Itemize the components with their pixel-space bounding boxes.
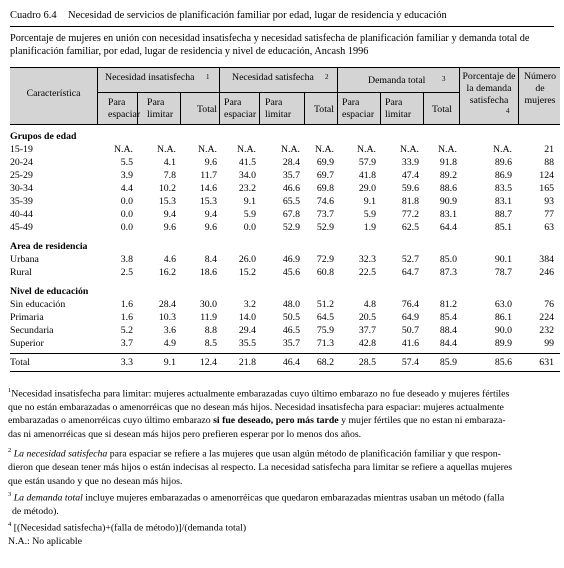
table-cell: 99: [544, 338, 554, 349]
table-cell: 85.6: [494, 357, 512, 368]
table-cell: N.A.: [492, 144, 512, 155]
header-divider: [180, 92, 181, 125]
section-heading: Area de residencia: [10, 241, 88, 252]
table-cell: 11.7: [200, 170, 217, 181]
table-cell: 3.9: [120, 170, 133, 181]
table-cell: 67.8: [282, 209, 300, 220]
header-met: Necesidad satisfecha: [232, 72, 314, 83]
header-met-note: 2: [325, 73, 329, 81]
footnote-3-line: de método).: [12, 505, 59, 517]
table-cell: 26.0: [238, 254, 256, 265]
table-cell: 85.9: [439, 357, 457, 368]
table-cell: 384: [539, 254, 554, 265]
footnote-1-line: que no están embarazadas o amenorréicas que no desean más hijos. Necesidad insatisfecha para espaciar: mujeres actualmente: [8, 401, 504, 413]
table-cell: 48.0: [282, 299, 300, 310]
table-cell: 0.0: [120, 209, 133, 220]
table-cell: 46.6: [282, 183, 300, 194]
table-row: [10, 182, 560, 195]
header-limiting: Para limitar: [385, 97, 412, 120]
footnote-1-line: das ni amenorréicas que si desean más hijos pero prefieren esperar por lo menos dos años.: [8, 428, 362, 440]
table-cell: 1.6: [120, 312, 133, 323]
header-pct-satisfied: Porcentaje de la demanda satisfecha: [462, 71, 516, 106]
header-total: Total: [432, 104, 452, 115]
table-cell: 23.2: [238, 183, 256, 194]
row-label: Rural: [10, 267, 32, 278]
table-cell: 5.9: [243, 209, 256, 220]
table-cell: 81.8: [401, 196, 419, 207]
table-title: [10, 10, 447, 21]
table-cell: 9.1: [163, 357, 176, 368]
table-cell: 41.6: [401, 338, 419, 349]
table-cell: 46.9: [282, 254, 300, 265]
header-divider: [380, 92, 381, 125]
table-cell: 74.6: [316, 196, 334, 207]
table-cell: 85.4: [439, 312, 457, 323]
table-cell: 3.3: [120, 357, 133, 368]
table-cell: 51.2: [316, 299, 334, 310]
table-cell: 18.6: [199, 267, 217, 278]
table-cell: 14.0: [238, 312, 256, 323]
table-cell: 22.5: [358, 267, 376, 278]
table-cell: 88: [544, 157, 554, 168]
table-cell: 81.2: [439, 299, 457, 310]
row-label: 35-39: [10, 196, 33, 207]
table-cell: 46.5: [282, 325, 300, 336]
table-cell: 9.1: [363, 196, 376, 207]
header-num-women: Número de mujeres: [523, 71, 557, 106]
table-row: [10, 143, 560, 156]
table-cell: 21: [544, 144, 554, 155]
table-row: [10, 156, 560, 169]
table-cell: 35.7: [282, 338, 300, 349]
header-total: Total: [314, 104, 334, 115]
table-cell: 76: [544, 299, 554, 310]
table-cell: 232: [539, 325, 554, 336]
section-row: [10, 285, 560, 298]
table-row: [10, 208, 560, 221]
header-limiting: Para limitar: [147, 97, 174, 120]
table-cell: 33.9: [401, 157, 419, 168]
table-cell: 4.6: [163, 254, 176, 265]
header-divider: [423, 92, 424, 125]
table-row: [10, 253, 560, 266]
table-cell: 69.7: [316, 170, 334, 181]
table-row: [10, 324, 560, 337]
table-cell: 21.8: [238, 357, 256, 368]
table-intro: Porcentaje de mujeres en unión con necesidad insatisfecha y necesidad satisfecha de planificación familiar y demanda total de planificación familiar, por edad, lugar de residencia y nivel de educación, Ancash 1996: [10, 33, 530, 57]
table-cell: 4.4: [120, 183, 133, 194]
header-total-demand: Demanda total: [368, 75, 426, 86]
table-cell: 83.1: [439, 209, 457, 220]
header-divider: [219, 67, 220, 125]
table-cell: 71.3: [316, 338, 334, 349]
table-cell: 11.9: [200, 312, 217, 323]
table-cell: N.A.: [156, 144, 176, 155]
table-cell: 63: [544, 222, 554, 233]
table-row: [10, 298, 560, 311]
table-cell: 89.9: [494, 338, 512, 349]
table-cell: 8.8: [204, 325, 217, 336]
header-divider: [518, 67, 519, 125]
table-cell: N.A.: [113, 144, 133, 155]
table-cell: 16.2: [158, 267, 176, 278]
table-cell: 86.9: [494, 170, 512, 181]
header-spacing: Para espaciar: [342, 97, 375, 120]
table-cell: 9.6: [163, 222, 176, 233]
row-label: 20-24: [10, 157, 33, 168]
table-cell: 78.7: [494, 267, 512, 278]
table-cell: 29.0: [358, 183, 376, 194]
table-row: [10, 266, 560, 279]
header-bottom-rule: [10, 124, 560, 125]
header-divider: [304, 92, 305, 125]
table-cell: 1.9: [363, 222, 376, 233]
table-cell: 42.8: [358, 338, 376, 349]
header-spacing: Para espaciar: [108, 97, 141, 120]
row-label: Urbana: [10, 254, 39, 265]
table-row: [10, 195, 560, 208]
section-row: [10, 130, 560, 143]
table-cell: 91.8: [439, 157, 457, 168]
header-unmet-note: 1: [206, 73, 210, 81]
header-pct-note: 4: [506, 107, 510, 115]
table-cell: 64.7: [401, 267, 419, 278]
table-cell: 10.3: [158, 312, 176, 323]
table-cell: 30.0: [199, 299, 217, 310]
table-row: [10, 169, 560, 182]
table-cell: 224: [539, 312, 554, 323]
row-label: 25-29: [10, 170, 33, 181]
table-cell: 8.4: [204, 254, 217, 265]
table-cell: 0.0: [120, 196, 133, 207]
footnotes: [8, 384, 560, 549]
table-cell: 72.9: [316, 254, 334, 265]
table-cell: 41.5: [238, 157, 256, 168]
row-label: Total: [10, 357, 30, 368]
table-header: [10, 67, 560, 125]
table-cell: 47.4: [401, 170, 419, 181]
header-total-demand-note: 3: [442, 75, 446, 83]
table-cell: 41.8: [358, 170, 376, 181]
table-cell: 124: [539, 170, 554, 181]
table-cell: 9.6: [204, 157, 217, 168]
table-cell: 45.6: [282, 267, 300, 278]
table-cell: 15.3: [158, 196, 176, 207]
title-underline: [10, 26, 554, 27]
table-cell: 60.8: [316, 267, 334, 278]
table-cell: 34.0: [238, 170, 256, 181]
table-cell: 77.2: [401, 209, 419, 220]
table-cell: N.A.: [399, 144, 419, 155]
section-heading: Grupos de edad: [10, 131, 77, 142]
table-cell: 76.4: [401, 299, 419, 310]
table-cell: 84.4: [439, 338, 457, 349]
table-cell: N.A.: [280, 144, 300, 155]
header-limiting: Para limitar: [265, 97, 292, 120]
header-divider: [259, 92, 260, 125]
table-cell: 59.6: [401, 183, 419, 194]
table-cell: 73.7: [316, 209, 334, 220]
table-cell: 631: [539, 357, 554, 368]
table-cell: N.A.: [236, 144, 256, 155]
table-cell: 4.8: [363, 299, 376, 310]
table-cell: 2.5: [120, 267, 133, 278]
table-cell: 69.9: [316, 157, 334, 168]
table-cell: 37.7: [358, 325, 376, 336]
total-rule: [10, 353, 560, 354]
table-cell: 29.4: [238, 325, 256, 336]
table-cell: 0.0: [243, 222, 256, 233]
table-cell: 87.3: [439, 267, 457, 278]
table-cell: 15.3: [199, 196, 217, 207]
table-title-text: Necesidad de servicios de planificación familiar por edad, lugar de residencia y educación: [68, 10, 447, 21]
table-cell: N.A.: [314, 144, 334, 155]
row-label: Primaria: [10, 312, 44, 323]
table-cell: 90.1: [494, 254, 512, 265]
header-unmet: Necesidad insatisfecha: [105, 72, 195, 83]
table-cell: 4.9: [163, 338, 176, 349]
table-cell: 52.9: [282, 222, 300, 233]
table-cell: 28.5: [358, 357, 376, 368]
table-cell: 15.2: [238, 267, 256, 278]
table-cell: 86.1: [494, 312, 512, 323]
footnote-2-line: dieron que desean tener más hijos o están indecisas al respecto. La necesidad satisfecha para limitar se refiere a aquellas mujeres: [8, 462, 513, 474]
footnote-3: $^3$ La demanda total incluye mujeres embarazadas o amenorréicas que quedaron embarazadas mientras usaban un método (falla: [8, 491, 505, 504]
table-cell: 50.7: [401, 325, 419, 336]
row-label: 40-44: [10, 209, 33, 220]
table-cell: 89.6: [494, 157, 512, 168]
table-cell: 5.5: [120, 157, 133, 168]
table-cell: 1.6: [120, 299, 133, 310]
table-cell: 3.7: [120, 338, 133, 349]
table-cell: 165: [539, 183, 554, 194]
table-cell: 57.9: [358, 157, 376, 168]
table-cell: 28.4: [158, 299, 176, 310]
row-label: Superior: [10, 338, 44, 349]
table-row: [10, 221, 560, 234]
table-cell: 52.7: [401, 254, 419, 265]
footnote-2: $^2$ La necesidad satisfecha para espaciar se refiere a las mujeres que usan algún método de planificación familiar y que respon-: [8, 447, 501, 460]
table-cell: 85.1: [494, 222, 512, 233]
table-cell: 77: [544, 209, 554, 220]
section-row: [10, 240, 560, 253]
table-cell: 50.5: [282, 312, 300, 323]
header-total: Total: [197, 104, 217, 115]
table-cell: 4.1: [163, 157, 176, 168]
table-cell: 88.6: [439, 183, 457, 194]
section-heading: Nivel de educación: [10, 286, 89, 297]
row-label: 30-34: [10, 183, 33, 194]
table-cell: 9.4: [163, 209, 176, 220]
table-cell: 90.0: [494, 325, 512, 336]
table-cell: 57.4: [401, 357, 419, 368]
table-cell: 3.8: [120, 254, 133, 265]
table-cell: 35.7: [282, 170, 300, 181]
table-cell: 246: [539, 267, 554, 278]
table-cell: 52.9: [316, 222, 334, 233]
table-cell: 64.4: [439, 222, 457, 233]
header-spacing: Para espaciar: [224, 97, 257, 120]
table-cell: 65.5: [282, 196, 300, 207]
table-cell: 46.4: [282, 357, 300, 368]
row-label: Sin educación: [10, 299, 66, 310]
table-cell: 32.3: [358, 254, 376, 265]
header-top-rule: [10, 67, 560, 68]
table-cell: N.A.: [356, 144, 376, 155]
footnote-4: $^4$ [(Necesidad satisfecha)+(falla de método)]/(demanda total): [8, 521, 247, 534]
table-cell: 68.2: [316, 357, 334, 368]
table-cell: 69.8: [316, 183, 334, 194]
table-cell: 35.5: [238, 338, 256, 349]
table-cell: 63.0: [494, 299, 512, 310]
table-cell: 5.2: [120, 325, 133, 336]
table-cell: N.A.: [197, 144, 217, 155]
table-cell: 5.9: [363, 209, 376, 220]
table-cell: 0.0: [120, 222, 133, 233]
footnote-1: $^1$Necesidad insatisfecha para limitar: mujeres actualmente embarazadas cuyo último embarazo no fue deseado y mujeres fértiles: [8, 387, 510, 400]
table-cell: 89.2: [439, 170, 457, 181]
table-cell: 3.2: [243, 299, 256, 310]
table-row: [10, 311, 560, 324]
table-cell: 83.5: [494, 183, 512, 194]
table-cell: N.A.: [437, 144, 457, 155]
table-cell: 9.1: [243, 196, 256, 207]
table-cell: 10.2: [158, 183, 176, 194]
table-cell: 62.5: [401, 222, 419, 233]
header-mid-rule: [97, 92, 459, 93]
header-divider: [337, 67, 338, 125]
table-cell: 14.6: [199, 183, 217, 194]
header-divider: [459, 67, 460, 125]
header-characteristic: Característica: [26, 88, 81, 99]
footnote-1-line: embarazadas o amenorréicas cuyo último embarazo si fue deseado, pero más tarde y mujer fértiles que no estan ni embaraza-: [8, 415, 506, 427]
header-divider: [97, 67, 98, 125]
table-cell: 9.6: [204, 222, 217, 233]
table-cell: 20.5: [358, 312, 376, 323]
table-cell: 64.9: [401, 312, 419, 323]
table-cell: 12.4: [199, 357, 217, 368]
table-cell: 8.5: [204, 338, 217, 349]
total-row: [10, 356, 560, 369]
row-label: 15-19: [10, 144, 33, 155]
table-cell: 83.1: [494, 196, 512, 207]
table-cell: 75.9: [316, 325, 334, 336]
footnote-2-line: que están usando y que no desean más hijos.: [8, 475, 183, 487]
table-cell: 85.0: [439, 254, 457, 265]
bottom-rule: [10, 371, 560, 372]
table-cell: 64.5: [316, 312, 334, 323]
table-cell: 93: [544, 196, 554, 207]
table-cell: 3.6: [163, 325, 176, 336]
table-cell: 28.4: [282, 157, 300, 168]
table-row: [10, 337, 560, 350]
footnote-na: N.A.: No aplicable: [8, 536, 82, 548]
row-label: Secundaria: [10, 325, 54, 336]
table-cell: 9.4: [204, 209, 217, 220]
table-cell: 88.7: [494, 209, 512, 220]
row-label: 45-49: [10, 222, 33, 233]
table-cell: 90.9: [439, 196, 457, 207]
table-number: Cuadro 6.4: [10, 10, 57, 21]
table-cell: 7.8: [163, 170, 176, 181]
table-cell: 88.4: [439, 325, 457, 336]
